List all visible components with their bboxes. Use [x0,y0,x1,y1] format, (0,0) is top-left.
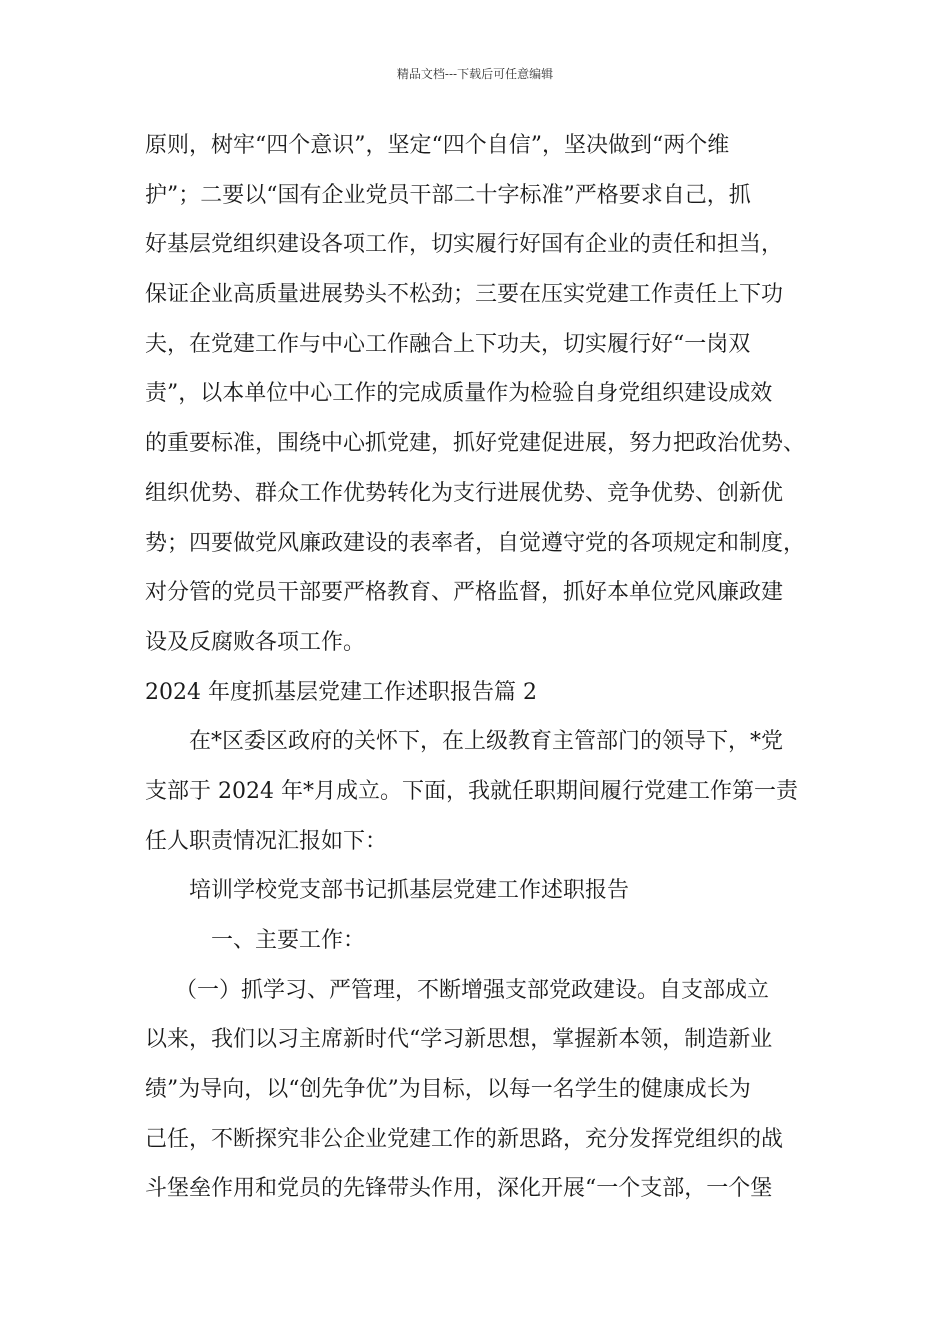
body-line: 绩”为导向，以“创先争优”为目标，以每一名学生的健康成长为 [145,1077,751,1103]
body-line: 组织优势、群众工作优势转化为支行进展优势、竞争优势、创新优 [145,480,784,506]
body-line: 斗堡垒作用和党员的先锋带头作用，深化开展“一个支部，一个堡 [145,1176,773,1202]
body-line: 势；四要做党风廉政建设的表率者，自觉遵守党的各项规定和制度， [145,530,806,556]
body-line: 对分管的党员干部要严格教育、严格监督，抓好本单位党风廉政建 [145,580,784,606]
body-line: 护”；二要以“国有企业党员干部二十字标准”严格要求自己，抓 [145,182,751,208]
body-line: 责”，以本单位中心工作的完成质量作为检验自身党组织建设成效 [145,381,773,407]
subsection-heading: 一、主要工作： [211,928,366,953]
body-line: 任人职责情况汇报如下： [145,828,388,854]
body-line: 夫，在党建工作与中心工作融合上下功夫，切实履行好“一岗双 [145,331,751,357]
paragraph-start: 在*区委区政府的关怀下，在上级教育主管部门的领导下，*党 [189,729,784,755]
document-body [145,132,825,1225]
body-line: 的重要标准，围绕中心抓党建，抓好党建促进展，努力把政治优势、 [145,431,806,457]
body-line: 支部于 2024 年*月成立。下面，我就任职期间履行党建工作第一责 [145,778,798,804]
body-line: 己任，不断探究非公企业党建工作的新思路，充分发挥党组织的战 [145,1126,784,1152]
page-header: 精品文档---下载后可任意编辑 [396,67,554,81]
body-line: 以来，我们以习主席新时代“学习新思想，掌握新本领，制造新业 [145,1027,773,1053]
body-line: 设及反腐败各项工作。 [145,629,366,655]
body-line: 保证企业高质量进展势头不松劲；三要在压实党建工作责任上下功 [145,282,784,308]
body-line: 原则，树牢“四个意识”，坚定“四个自信”，坚决做到“两个维 [145,133,730,158]
paragraph-start: （一）抓学习、严管理，不断增强支部党政建设。自支部成立 [175,977,770,1003]
section-heading: 2024 年度抓基层党建工作述职报告篇 2 [145,679,537,705]
report-title: 培训学校党支部书记抓基层党建工作述职报告 [189,878,630,904]
body-line: 好基层党组织建设各项工作，切实履行好国有企业的责任和担当， [145,232,784,258]
